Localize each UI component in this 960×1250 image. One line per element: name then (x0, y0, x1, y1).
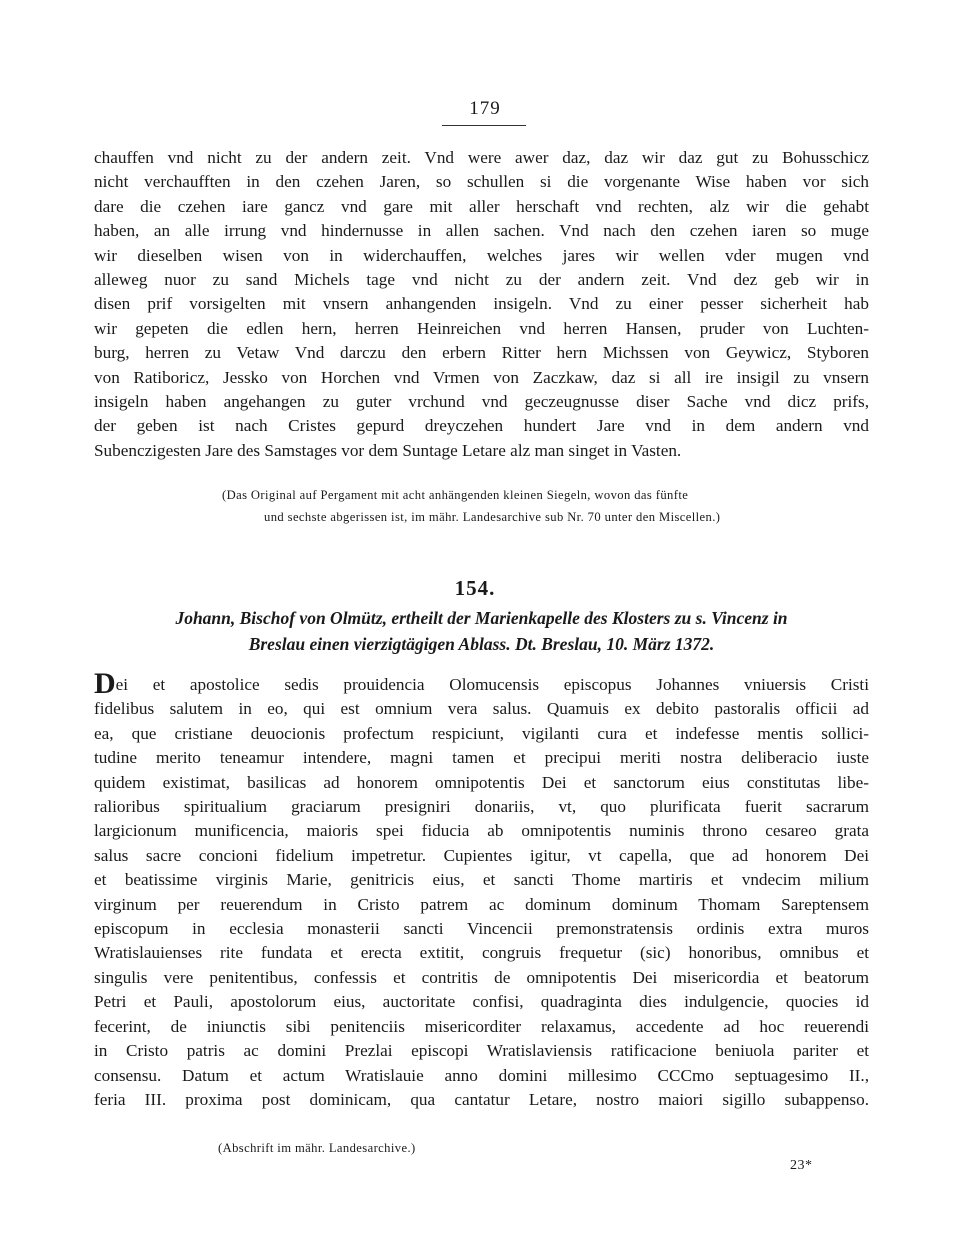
text-line: consensu. Datum et actum Wratislauie anno domini millesimo CCCmo septuagesimo II., (94, 1065, 869, 1085)
first-line-text: ei et apostolice sedis prouidencia Olomucensis episcopus Johannes vniuersis Cristi (115, 675, 869, 694)
drop-cap: D (94, 667, 116, 700)
text-line: haben, an alle irrung vnd hindernusse in allen sachen. Vnd nach den czehen iaren so muge (94, 221, 869, 241)
paragraph-indulgence-text (94, 667, 869, 1112)
text-line: tudine merito teneamur intendere, magni tamen et precipui meriti nostra deliberacio iuste (94, 748, 869, 768)
source-note-line-1: (Das Original auf Pergament mit acht anhängenden kleinen Siegeln, wovon das fünfte (222, 488, 689, 502)
text-line: wir dieselben wisen von in widerchauffen, welches jares wir wellen vder mugen vnd (94, 245, 869, 265)
source-note-copy: (Abschrift im mähr. Landesarchive.) (218, 1141, 416, 1155)
text-line: fecerint, de iniunctis sibi penitenciis misericorditer relaxamus, accedente ad hoc reuerendi (94, 1016, 869, 1036)
text-line: burg, herren zu Vetaw Vnd darczu den erbern Ritter hern Michssen von Geywicz, Styboren (94, 343, 869, 363)
text-line: in Cristo patris ac domini Prezlai episcopi Wratislaviensis ratificacione beniuola pariter et (94, 1041, 869, 1061)
text-line: episcopum in ecclesia monasterii sancti Vincencii premonstratensis ordinis extra muros (94, 919, 869, 939)
text-line: nicht verchaufften in den czehen Jaren, so schullen si die vorgenante Wise haben vor sich (94, 172, 869, 192)
text-line: ralioribus spiritualium graciarum presigniri donariis, vt, quo plurificata fuerit sacrarum (94, 797, 869, 817)
text-line: et beatissime virginis Marie, genitricis eius, et sancti Thome martiris et vndecim milium (94, 870, 869, 890)
text-line: Subenczigesten Jare des Samstages vor dem Suntage Letare alz man singet in Vasten. (94, 440, 682, 460)
text-line: fidelibus salutem in eo, qui est omnium vera salus. Quamuis ex debito pastoralis officii ad (94, 699, 869, 719)
signature-mark: 23* (790, 1158, 813, 1173)
text-line: der geben ist nach Cristes gepurd dreyczehen hundert Jare vnd in dem andern vnd (94, 416, 869, 436)
document-number: 154. (454, 576, 496, 600)
source-note-line-2: und sechste abgerissen ist, im mähr. Landesarchive sub Nr. 70 unter den Miscellen.) (264, 510, 721, 524)
text-line: ea, que cristiane deuocionis profectum respiciunt, vigilanti cura et indefesse mentis sollici- (94, 723, 869, 743)
page-number: 179 (469, 98, 501, 119)
text-line: insigeln haben angehangen zu guter vrchund vnd geczeugnusse diser Sache vnd dicz prifs, (94, 392, 869, 412)
text-line: singulis vere penitentibus, confessis et contritis de omnipotentis Dei misericordia et beatorum (94, 967, 869, 987)
text-line-first (94, 667, 869, 700)
paragraph-charter-text (94, 146, 869, 463)
document-heading-line-2: Breslau einen vierzigtägigen Ablass. Dt. Breslau, 10. März 1372. (248, 634, 715, 654)
text-line: virginum per reuerendum in Cristo patrem ac dominum dominum Thomam Sareptensem (94, 894, 869, 914)
text-line: wir gepeten die edlen hern, herren Heinreichen vnd herren Hansen, pruder von Luchten- (94, 318, 869, 338)
text-line: chauffen vnd nicht zu der andern zeit. Vnd were awer daz, daz wir daz gut zu Bohusschicz (94, 148, 869, 167)
text-line: largicionum munificencia, maioris spei fiducia ab omnipotentis numinis throno cesareo grata (94, 821, 869, 841)
page-number-rule (442, 125, 526, 126)
text-line: alleweg nuor zu sand Michels tage vnd nicht zu der andern zeit. Vnd dez geb wir in (94, 270, 869, 290)
text-line: von Ratiboricz, Jessko von Horchen vnd Vrmen von Zaczkaw, daz si all ire insigil zu vnsern (94, 367, 869, 387)
text-line: quidem existimat, basilicas ad honorem omnipotentis Dei et sanctorum eius constitutas libe- (94, 772, 869, 792)
text-line: salus sacre concioni fidelium impetretur. Cupientes igitur, vt capella, que ad honorem Dei (94, 845, 869, 865)
text-line: feria III. proxima post dominicam, qua cantatur Letare, nostro maiori sigillo subappenso. (94, 1089, 869, 1109)
document-heading-line-1: Johann, Bischof von Olmütz, ertheilt der Marienkapelle des Klosters zu s. Vincenz in (175, 608, 788, 628)
text-line: dare die czehen iare gancz vnd gare mit aller herschaft vnd rechten, alz wir die gehabt (94, 196, 869, 216)
text-line: Wratislauienses rite fundata et erecta extitit, congruis frequetur (sic) honoribus, omnibus et (94, 943, 869, 963)
text-line: Petri et Pauli, apostolorum eius, auctoritate confisi, quadraginta dies indulgencie, quocies id (94, 992, 869, 1012)
text-line: disen prif vorsigelten mit vnsern anhangenden insigeln. Vnd zu einer pesser sicherheit hab (94, 294, 869, 314)
